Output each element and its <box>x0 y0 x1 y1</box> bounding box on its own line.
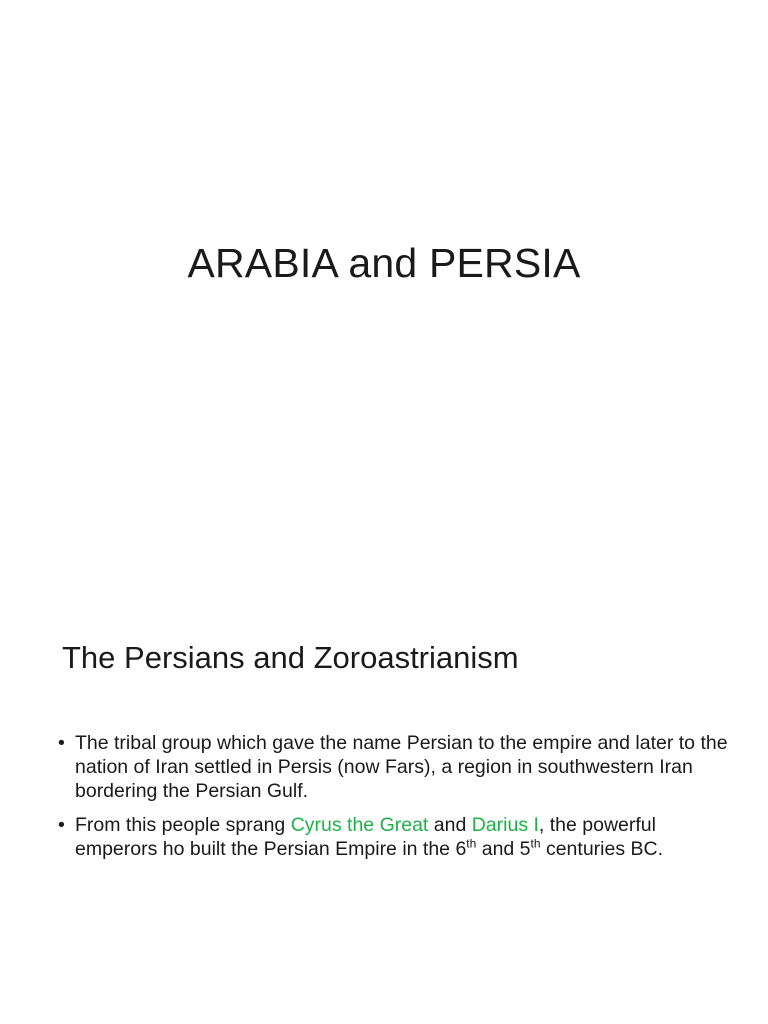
bullet-text-part: and 5 <box>476 838 531 860</box>
slide-title: ARABIA and PERSIA <box>187 240 581 286</box>
bullet-item-2 <box>58 813 728 861</box>
superscript: th <box>466 836 477 851</box>
bullet-icon: • <box>58 814 65 836</box>
bullet-text: The tribal group which gave the name Persian to the empire and later to the nation of Iran settled in Persis (now Fars), a region in southwestern Iran bordering the Persian Gulf. <box>75 732 728 802</box>
bullet-list <box>58 731 728 871</box>
bullet-text-part: and <box>428 814 472 836</box>
bullet-text-part: From this people sprang <box>75 814 291 836</box>
bullet-item-1 <box>58 731 728 803</box>
superscript: th <box>530 836 541 851</box>
bullet-text-part: centuries BC. <box>540 838 664 860</box>
bullet-icon: • <box>58 732 65 754</box>
content-slide <box>0 576 768 1024</box>
bullet-text-part: , the powerful emperors ho built the Persian Empire in the 6 <box>75 814 656 860</box>
link-darius-i[interactable]: Darius I <box>471 814 539 836</box>
slide-heading: The Persians and Zoroastrianism <box>62 640 519 675</box>
link-cyrus-the-great[interactable]: Cyrus the Great <box>290 814 429 836</box>
